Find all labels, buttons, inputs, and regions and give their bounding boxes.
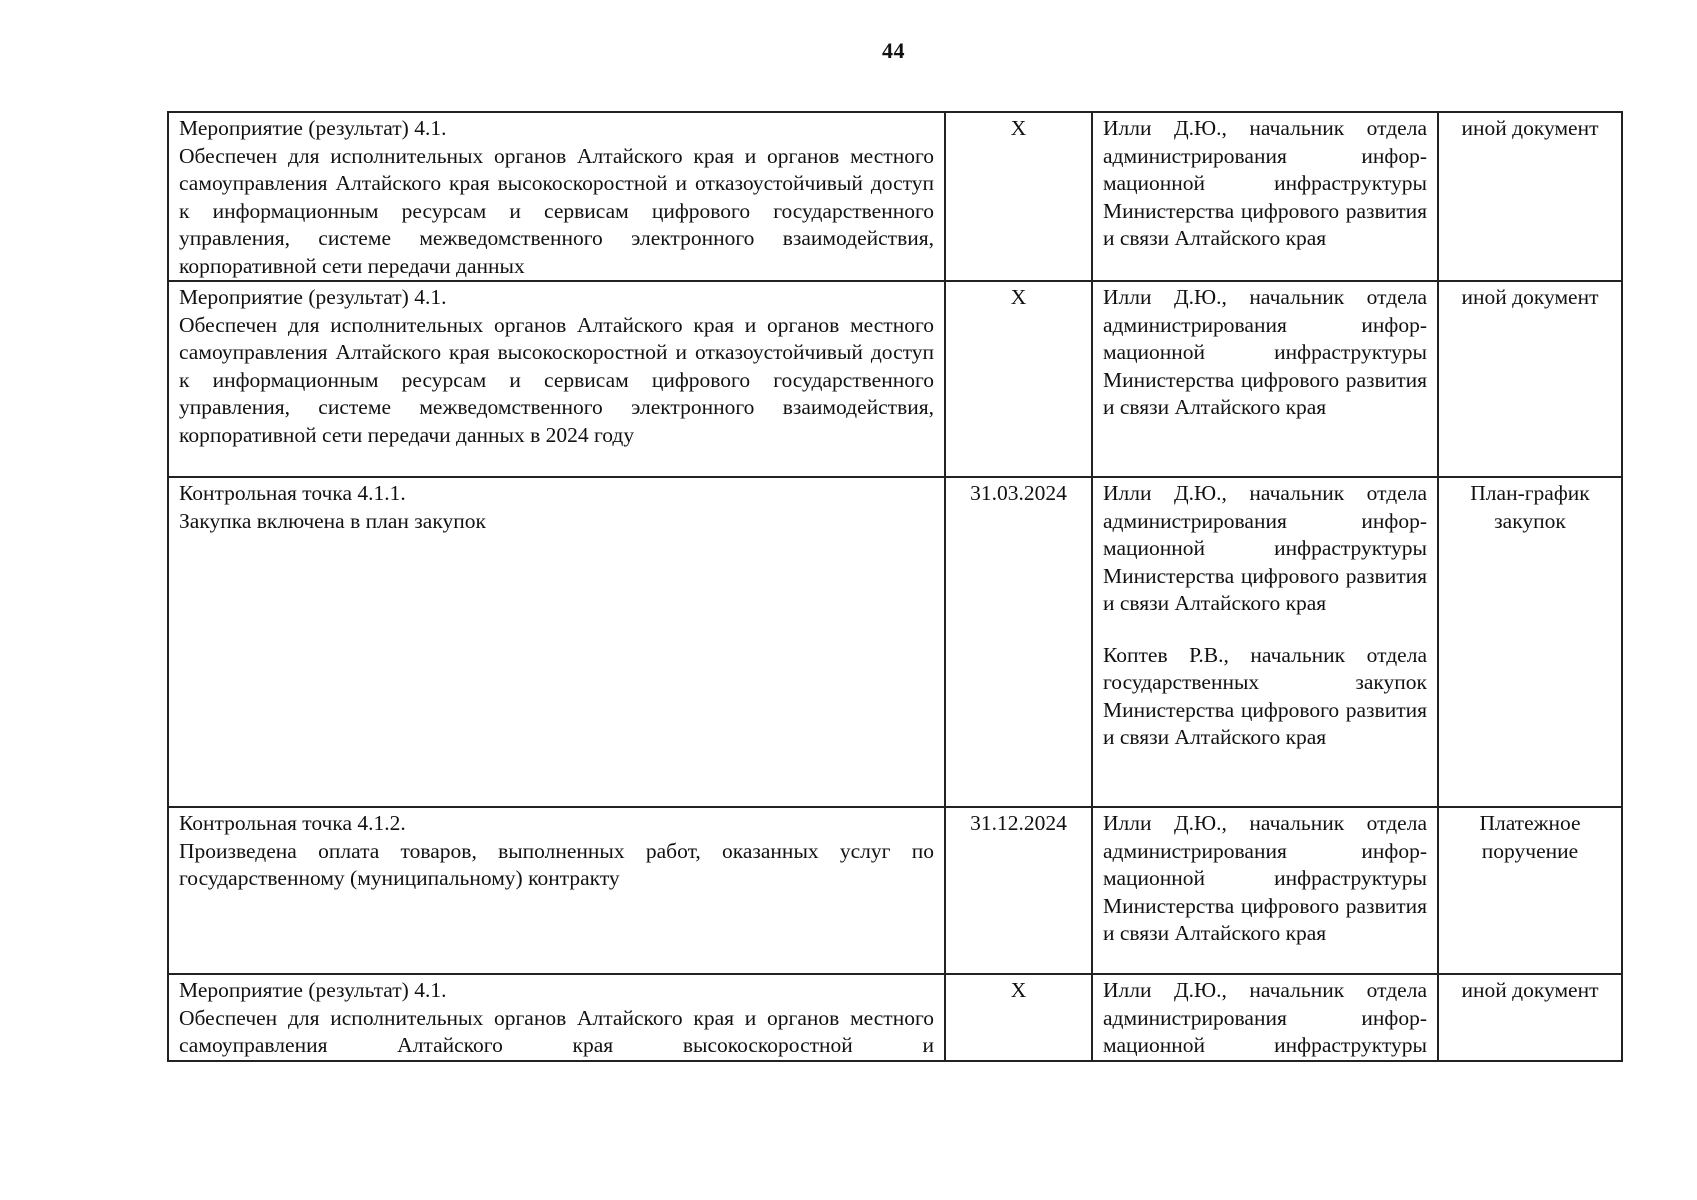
table-row: [168, 281, 1622, 477]
row-description-cell: [168, 281, 945, 477]
plan-table: [167, 111, 1623, 1062]
row-responsible-cell: [1092, 281, 1438, 477]
row-text: Обеспечен для исполнительных органов Алтайского края и органов местного самоуправления Алтайского края высокоскоростной и: [179, 1005, 934, 1057]
row-responsible-cell: [1092, 807, 1438, 974]
row-date: X: [945, 112, 1092, 281]
row-responsible-cell: [1092, 112, 1438, 281]
row-description-cell: [168, 112, 945, 281]
table-row: [168, 477, 1622, 807]
row-description-cell: [168, 974, 945, 1061]
responsible-person: Илли Д.Ю., начальник отдела администрирования инфор-мационной инфраструктуры Министерства цифрового развития и связи Алтайского края: [1103, 116, 1427, 250]
table-row: [168, 807, 1622, 974]
row-document: иной документ: [1438, 974, 1622, 1061]
row-description-cell: [168, 477, 945, 807]
row-title: Контрольная точка 4.1.1.: [179, 481, 406, 505]
row-text: Закупка включена в план закупок: [179, 508, 486, 533]
responsible-person: Илли Д.Ю., начальник отдела администрирования инфор-мационной инфраструктуры: [1103, 978, 1427, 1057]
responsible-person: Илли Д.Ю., начальник отдела администрирования инфор-мационной инфраструктуры Министерства цифрового развития и связи Алтайского края: [1103, 481, 1427, 615]
row-document: иной документ: [1438, 281, 1622, 477]
row-title: Контрольная точка 4.1.2.: [179, 811, 406, 835]
table-row: [168, 112, 1622, 281]
row-title: Мероприятие (результат) 4.1.: [179, 285, 447, 309]
row-title: Мероприятие (результат) 4.1.: [179, 116, 447, 140]
row-date: X: [945, 974, 1092, 1061]
row-document: иной документ: [1438, 112, 1622, 281]
row-date: X: [945, 281, 1092, 477]
row-text: Обеспечен для исполнительных органов Алтайского края и органов местного самоуправления Алтайского края высокоскоростной и отказоустойчивый доступ к информационным ресурсам и сервисам цифрового государственного управления, системе межведомственного электронного взаимодействия, корпоративной сети передачи данных: [179, 143, 934, 278]
table-row: [168, 974, 1622, 1061]
row-date: 31.12.2024: [945, 807, 1092, 974]
responsible-person: Коптев Р.В., начальник отдела государственных закупок Министерства цифрового развития и связи Алтайского края: [1103, 642, 1427, 749]
row-responsible-cell: [1092, 974, 1438, 1061]
row-responsible-cell: [1092, 477, 1438, 807]
responsible-person: Илли Д.Ю., начальник отдела администрирования инфор-мационной инфраструктуры Министерства цифрового развития и связи Алтайского края: [1103, 811, 1427, 945]
row-document: План-график закупок: [1438, 477, 1622, 807]
row-text: Произведена оплата товаров, выполненных работ, оказанных услуг по государственному (муниципальному) контракту: [179, 838, 934, 890]
row-description-cell: [168, 807, 945, 974]
row-document: Платежное поручение: [1438, 807, 1622, 974]
page-number: 44: [882, 38, 905, 63]
responsible-person: Илли Д.Ю., начальник отдела администрирования инфор-мационной инфраструктуры Министерства цифрового развития и связи Алтайского края: [1103, 285, 1427, 419]
row-title: Мероприятие (результат) 4.1.: [179, 978, 447, 1002]
row-text: Обеспечен для исполнительных органов Алтайского края и органов местного самоуправления Алтайского края высокоскоростной и отказоустойчивый доступ к информационным ресурсам и сервисам цифрового государственного управления, системе межведомственного электронного взаимодействия, корпоративной сети передачи данных в 2024 году: [179, 312, 934, 447]
row-date: 31.03.2024: [945, 477, 1092, 807]
